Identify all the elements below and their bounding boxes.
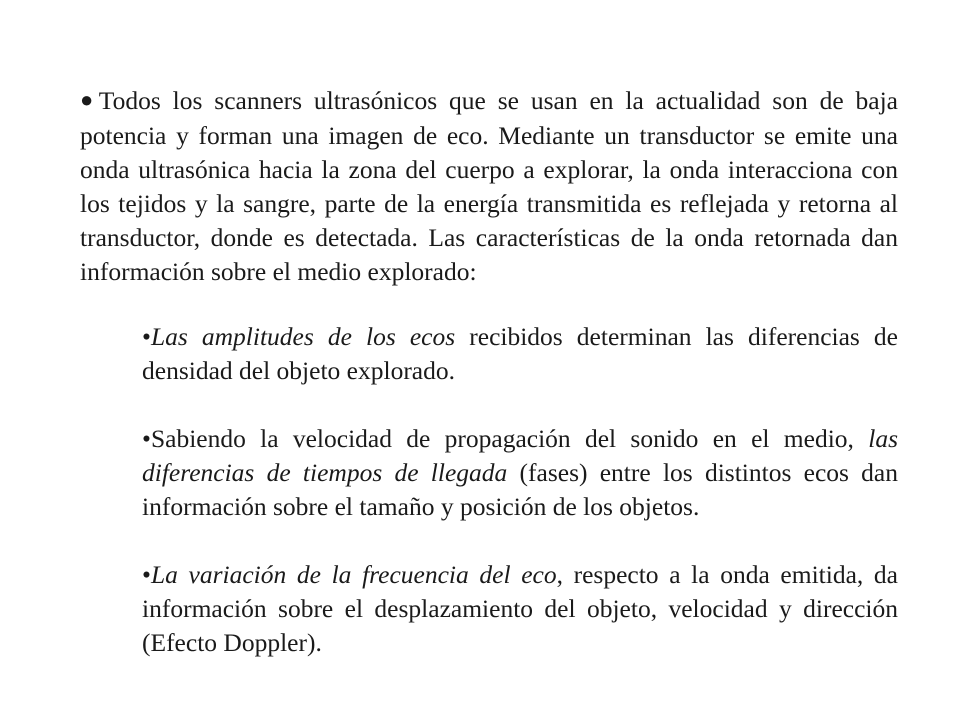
point-time-differences — [142, 422, 898, 524]
point-frequency-variation — [142, 558, 898, 660]
point-2-italic-mid: las diferencias de tiempos de llegada — [142, 424, 898, 487]
intro-bullet: ● — [80, 87, 99, 112]
point-amplitudes — [142, 320, 898, 388]
point-3-bullet: • — [142, 560, 151, 589]
point-1-bullet: • — [142, 322, 151, 351]
intro-paragraph — [80, 84, 898, 289]
point-2-post-text: (fases) entre los distintos ecos dan información sobre el tamaño y posición de los objetos. — [142, 458, 899, 521]
intro-text: Todos los scanners ultrasónicos que se usan en la actualidad son de baja potencia y forman una imagen de eco. Mediante un transductor se emite una onda ultrasónica hacia la zona del cuerpo a explorar, la onda interacciona con los tejidos y la sangre, parte de la energía transmitida es reflejada y retorna al transductor, donde es detectada. Las características de la onda retornada dan información sobre el medio explorado: — [80, 86, 899, 286]
point-1-italic-lead: Las amplitudes de los ecos — [150, 322, 456, 351]
point-2-bullet: • — [142, 424, 151, 453]
point-3-text: , respecto a la onda emitida, da información sobre el desplazamiento del objeto, velocidad y dirección (Efecto Doppler). — [142, 560, 898, 657]
point-1-text: recibidos determinan las diferencias de densidad del objeto explorado. — [142, 322, 898, 385]
point-2-pre-text: Sabiendo la velocidad de propagación del sonido en el medio, — [150, 424, 869, 453]
point-3-italic-lead: La variación de la frecuencia del eco — [150, 560, 557, 589]
